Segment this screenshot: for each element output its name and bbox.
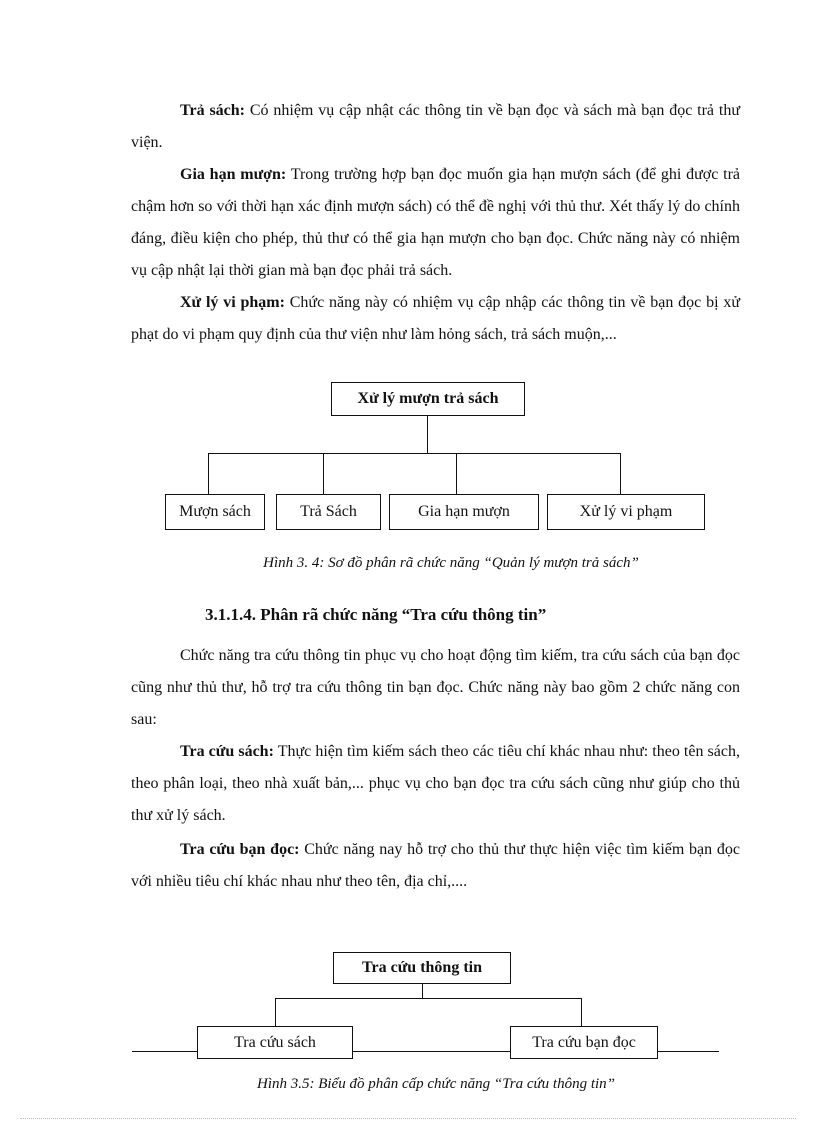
- paragraph-tra-sach: [131, 95, 740, 159]
- term-xu-ly: Xử lý vi phạm:: [180, 294, 285, 311]
- connector: [323, 453, 324, 494]
- connector: [422, 984, 423, 999]
- term-tra-sach: Trả sách:: [180, 102, 245, 119]
- text-xu-ly: Chức năng này có nhiệm vụ cập nhập các thông tin về bạn đọc bị xử phạt do vi phạm quy định của thư viện như làm hỏng sách, trả sách muộn,...: [131, 294, 741, 343]
- connector: [581, 998, 582, 1026]
- section-heading: 3.1.1.4. Phân rã chức năng “Tra cứu thông tin”: [205, 605, 547, 624]
- term-tra-cuu-ban-doc: Tra cứu bạn đọc:: [180, 841, 300, 858]
- diagram1-root: Xử lý mượn trả sách: [331, 382, 525, 416]
- connector: [620, 453, 621, 494]
- diagram1-child-gia-han: Gia hạn mượn: [389, 494, 539, 530]
- connector: [208, 453, 621, 454]
- diagram1-child-muon-sach: Mượn sách: [165, 494, 265, 530]
- term-gia-han: Gia hạn mượn:: [180, 166, 287, 183]
- paragraph-xu-ly: [131, 287, 740, 351]
- diagram2-root: Tra cứu thông tin: [333, 952, 511, 984]
- text-tra-cuu-ban-doc: Chức năng nay hỗ trợ cho thủ thư thực hiện việc tìm kiếm bạn đọc với nhiều tiêu chí khác nhau như theo tên, địa chỉ,....: [131, 841, 740, 890]
- page-edge-rule: [20, 1118, 796, 1119]
- diagram1-child-xu-ly: Xử lý vi phạm: [547, 494, 705, 530]
- text-gia-han: Trong trường hợp bạn đọc muốn gia hạn mượn sách (để ghi được trả chậm hơn so với thời hạn xác định mượn sách) có thể đề nghị với thủ thư. Xét thấy lý do chính đáng, điều kiện cho phép, thủ thư có thể gia hạn mượn cho bạn đọc. Chức năng này có nhiệm vụ cập nhật lại thời gian mà bạn đọc phải trả sách.: [131, 166, 741, 279]
- connector: [275, 998, 276, 1026]
- text-tra-cuu-intro: Chức năng tra cứu thông tin phục vụ cho hoạt động tìm kiếm, tra cứu sách của bạn đọc cũng như thủ thư, hỗ trợ tra cứu thông tin bạn đọc. Chức năng này bao gồm 2 chức năng con sau:: [131, 647, 740, 728]
- term-tra-cuu-sach: Tra cứu sách:: [180, 743, 274, 760]
- diagram1-child-tra-sach: Trả Sách: [276, 494, 381, 530]
- paragraph-tra-cuu-sach: [131, 736, 740, 832]
- diagram2-child-tra-cuu-ban-doc: Tra cứu bạn đọc: [510, 1026, 658, 1059]
- paragraph-tra-cuu-ban-doc: [131, 834, 740, 898]
- figure-caption-3-4: Hình 3. 4: Sơ đồ phân rã chức năng “Quản lý mượn trả sách”: [263, 555, 639, 571]
- diagram2-child-tra-cuu-sach: Tra cứu sách: [197, 1026, 353, 1059]
- text-tra-cuu-sach: Thực hiện tìm kiếm sách theo các tiêu chí khác nhau như: theo tên sách, theo phân loại, theo nhà xuất bản,... phục vụ cho bạn đọc tra cứu sách cũng như giúp cho thủ thư xử lý sách.: [131, 743, 740, 824]
- text-tra-sach: Có nhiệm vụ cập nhật các thông tin về bạn đọc và sách mà bạn đọc trả thư viện.: [131, 102, 740, 151]
- paragraph-gia-han: [131, 159, 740, 287]
- figure-caption-3-5: Hình 3.5: Biểu đồ phân cấp chức năng “Tra cứu thông tin”: [256, 1076, 615, 1092]
- connector: [275, 998, 582, 999]
- connector: [456, 453, 457, 494]
- paragraph-tra-cuu-intro: [131, 640, 740, 736]
- connector: [427, 416, 428, 454]
- connector: [208, 453, 209, 494]
